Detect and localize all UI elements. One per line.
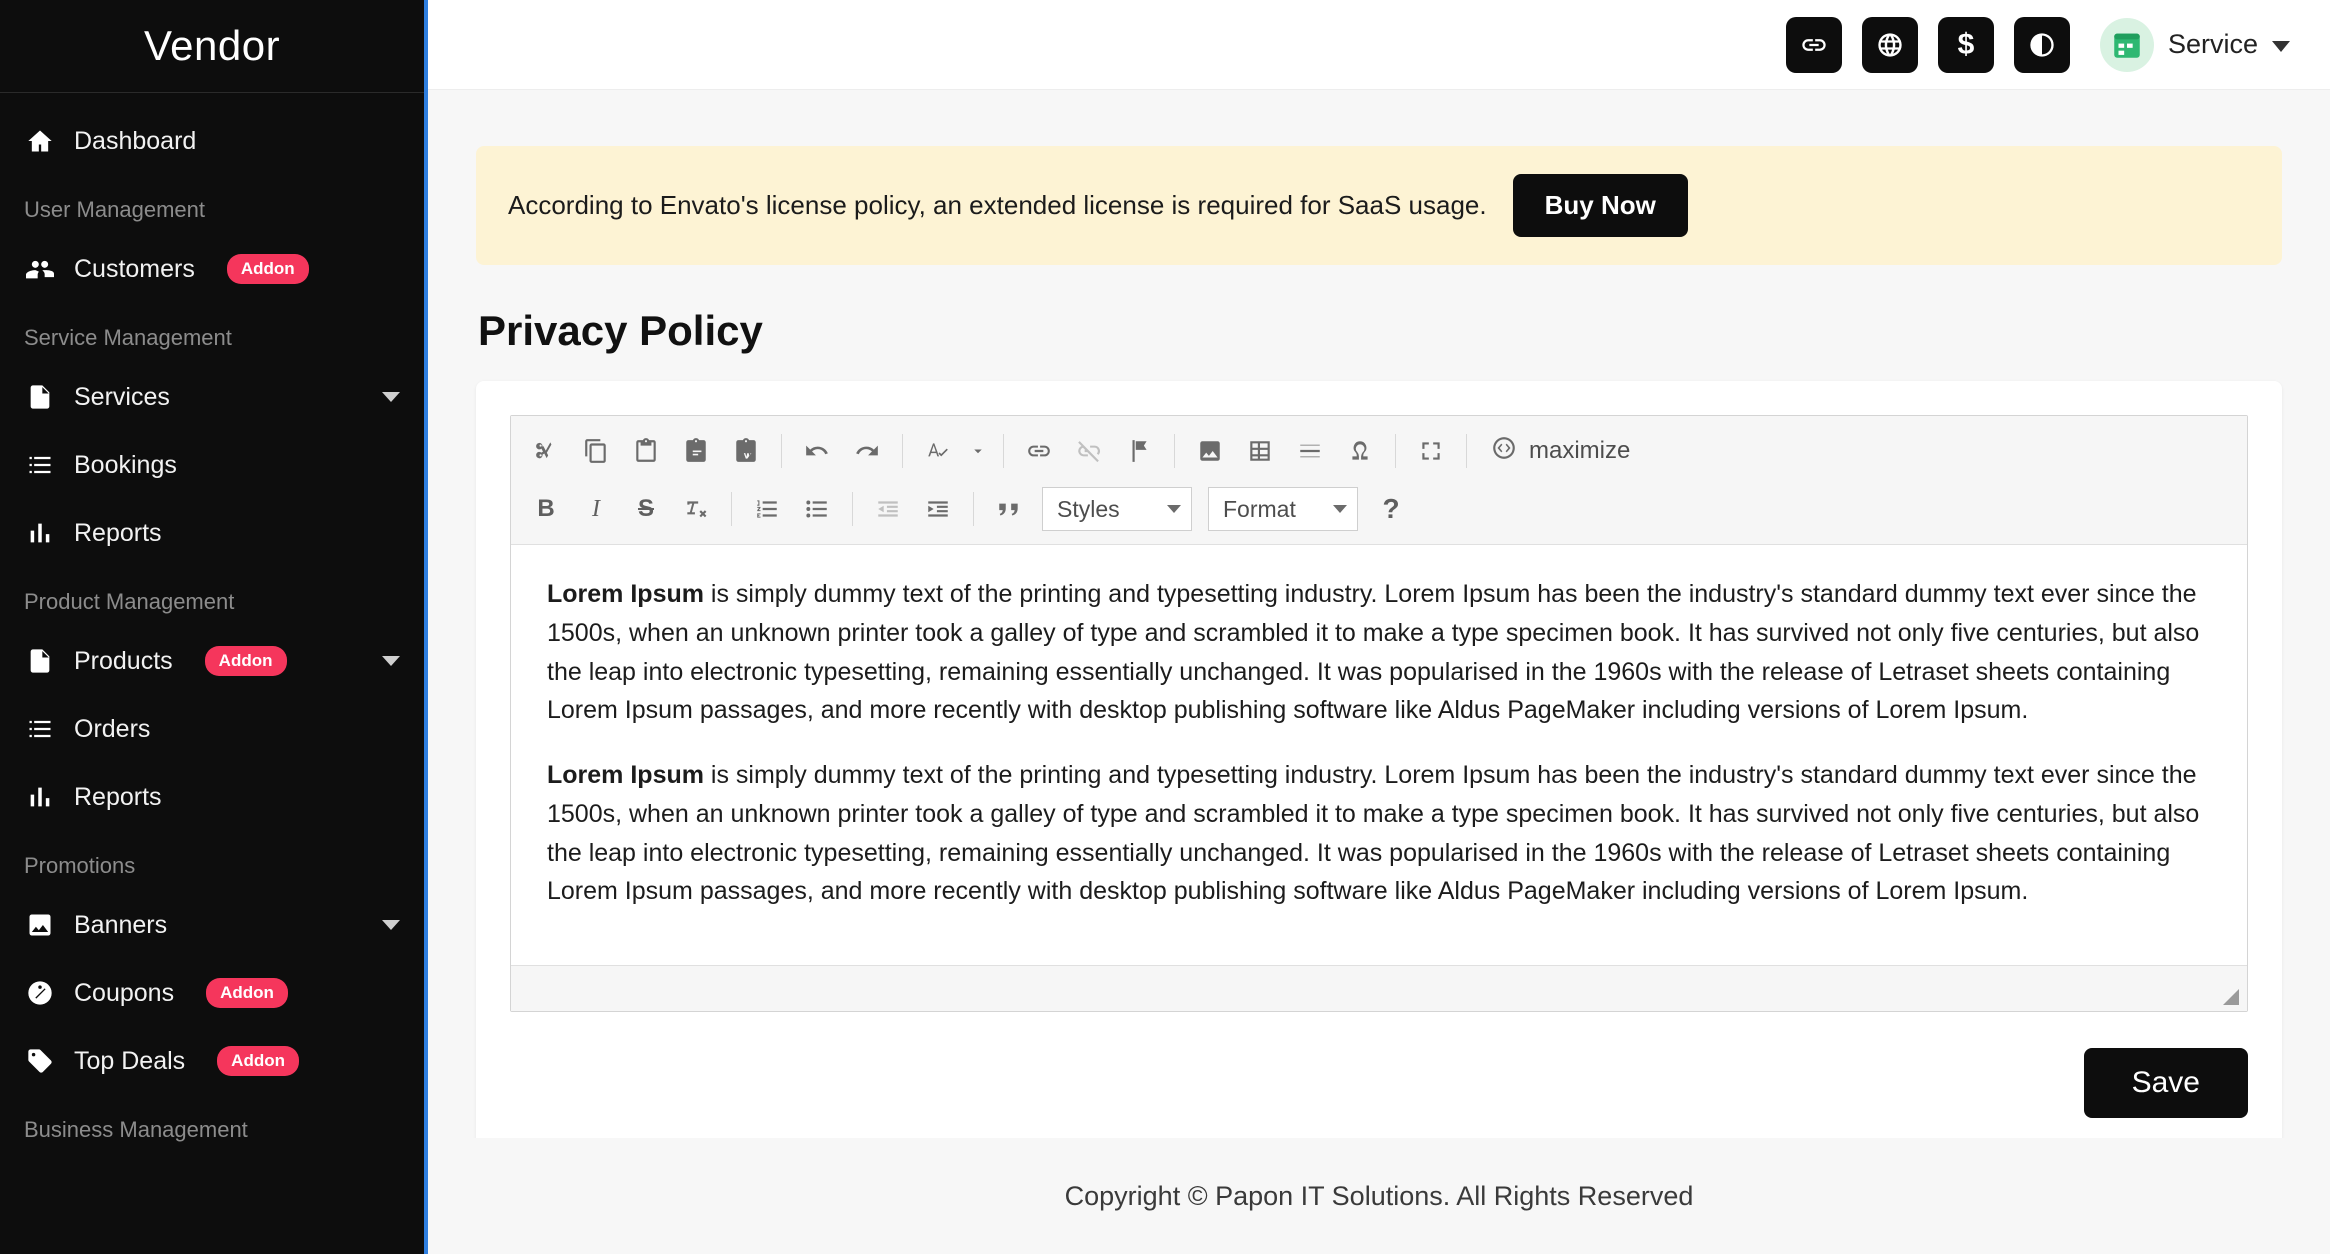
sidebar-item-coupons[interactable] [0, 959, 424, 1027]
sidebar-item-bookings[interactable] [0, 431, 424, 499]
chevron-down-icon [382, 392, 400, 402]
image-icon [24, 909, 56, 941]
sidebar-item-label: Services [74, 382, 170, 411]
dollar-glyph: $ [1957, 27, 1975, 61]
editor-toolbar-row-2 [519, 480, 2239, 538]
editor-statusbar [511, 965, 2247, 1011]
italic-button[interactable]: I [592, 495, 600, 522]
sidebar-item-service-reports[interactable] [0, 499, 424, 567]
editor-paragraph-lead: Lorem Ipsum [547, 580, 704, 608]
sidebar-nav [0, 93, 424, 1155]
list-icon [24, 449, 56, 481]
image-icon[interactable] [1187, 428, 1233, 474]
resize-handle[interactable] [2223, 989, 2239, 1005]
format-dropdown[interactable] [1208, 487, 1358, 531]
strikethrough-button[interactable]: S [637, 495, 654, 522]
styles-dropdown[interactable] [1042, 487, 1192, 531]
blockquote-button[interactable] [986, 486, 1032, 532]
sidebar-item-products[interactable] [0, 627, 424, 695]
page-title: Privacy Policy [478, 307, 763, 354]
unlink-icon [1066, 428, 1112, 474]
source-label: maximize [1529, 437, 1631, 464]
editor-toolbar [511, 416, 2247, 545]
sidebar-item-label: Banners [74, 910, 168, 939]
bold-button[interactable]: B [537, 495, 555, 522]
toolbar-separator [852, 492, 853, 526]
maximize-icon[interactable] [1408, 428, 1454, 474]
sidebar-item-label: Coupons [74, 978, 175, 1007]
list-icon [24, 713, 56, 745]
chart-icon [24, 517, 56, 549]
paste-text-icon[interactable] [673, 428, 719, 474]
sidebar-section-promotions: Promotions [24, 853, 136, 878]
globe-icon[interactable] [1862, 17, 1918, 73]
sidebar-section-user-management: User Management [24, 197, 205, 222]
sidebar-item-customers[interactable] [0, 235, 424, 303]
help-button[interactable]: ? [1382, 493, 1400, 524]
sidebar-item-orders[interactable] [0, 695, 424, 763]
source-button[interactable] [1479, 428, 1642, 474]
users-icon [24, 253, 56, 285]
chevron-down-icon [382, 920, 400, 930]
sidebar-item-label: Bookings [74, 450, 177, 479]
sidebar-item-label: Reports [74, 518, 162, 547]
undo-icon[interactable] [794, 428, 840, 474]
editor-paragraph-lead: Lorem Ipsum [547, 761, 704, 789]
toolbar-separator [731, 492, 732, 526]
sidebar-section-product-management: Product Management [24, 589, 235, 614]
paste-icon[interactable] [623, 428, 669, 474]
sidebar-section-service-management: Service Management [24, 325, 232, 350]
brand-title: Vendor [143, 22, 281, 69]
indent-button[interactable] [915, 486, 961, 532]
toolbar-separator [973, 492, 974, 526]
chevron-down-icon[interactable] [965, 428, 991, 474]
format-label: Format [1223, 495, 1296, 522]
editor-paragraph [547, 756, 2211, 911]
table-icon[interactable] [1237, 428, 1283, 474]
addon-badge: Addon [205, 646, 287, 676]
sidebar-item-label: Products [74, 646, 173, 675]
sidebar-item-top-deals[interactable] [0, 1027, 424, 1095]
link-icon[interactable] [1016, 428, 1062, 474]
rich-text-editor [510, 415, 2248, 1012]
editor-paragraph [547, 575, 2211, 730]
remove-format-button[interactable] [673, 486, 719, 532]
anchor-flag-icon[interactable] [1116, 428, 1162, 474]
brand [0, 0, 424, 93]
sidebar [0, 0, 428, 1254]
avatar [2100, 18, 2154, 72]
link-icon[interactable] [1786, 17, 1842, 73]
toolbar-separator [902, 434, 903, 468]
bulleted-list-button[interactable] [794, 486, 840, 532]
privacy-policy-card [476, 381, 2282, 1138]
sidebar-item-label: Reports [74, 782, 162, 811]
ticket-icon [24, 977, 56, 1009]
numbered-list-button[interactable] [744, 486, 790, 532]
buy-now-button[interactable]: Buy Now [1513, 174, 1688, 237]
sidebar-section-business-management: Business Management [24, 1117, 248, 1142]
user-name: Service [2167, 29, 2258, 59]
footer-text: Copyright © Papon IT Solutions. All Rights Reserved [1064, 1180, 1694, 1211]
license-alert-text: According to Envato's license policy, an extended license is required for SaaS usage. [508, 190, 1487, 220]
editor-paragraph-text: is simply dummy text of the printing and typesetting industry. Lorem Ipsum has been the industry's standard dummy text ever since the 1500s, when an unknown printer took a galley of type and scrambled it to make a type specimen book. It has survived not only five centuries, but also the leap into electronic typesetting, remaining essentially unchanged. It was popularised in the 1960s with the release of Letraset sheets containing Lorem Ipsum passages, and more recently with desktop publishing software like Aldus PageMaker including versions of Lorem Ipsum. [547, 580, 2200, 725]
outdent-button [865, 486, 911, 532]
chevron-down-icon [1167, 505, 1181, 513]
styles-label: Styles [1057, 495, 1120, 522]
sidebar-item-dashboard[interactable] [0, 107, 424, 175]
chevron-down-icon [382, 656, 400, 666]
addon-badge: Addon [227, 254, 309, 284]
tag-icon [24, 1045, 56, 1077]
chevron-down-icon [1333, 505, 1347, 513]
cut-icon[interactable] [523, 428, 569, 474]
editor-paragraph-text: is simply dummy text of the printing and typesetting industry. Lorem Ipsum has been the industry's standard dummy text ever since the 1500s, when an unknown printer took a galley of type and scrambled it to make a type specimen book. It has survived not only five centuries, but also the leap into electronic typesetting, remaining essentially unchanged. It was popularised in the 1960s with the release of Letraset sheets containing Lorem Ipsum passages, and more recently with desktop publishing software like Aldus PageMaker including versions of Lorem Ipsum. [547, 761, 2200, 906]
file-icon [24, 645, 56, 677]
sidebar-item-label: Orders [74, 714, 151, 743]
toolbar-separator [1395, 434, 1396, 468]
save-button[interactable]: Save [2084, 1048, 2248, 1118]
horizontal-rule-icon[interactable] [1287, 428, 1333, 474]
toolbar-separator [781, 434, 782, 468]
sidebar-item-banners[interactable] [0, 891, 424, 959]
toolbar-separator [1466, 434, 1467, 468]
license-alert [476, 146, 2282, 265]
main-area [428, 0, 2330, 1254]
sidebar-item-label: Customers [74, 254, 195, 283]
topbar [428, 0, 2330, 90]
contrast-icon[interactable] [2014, 17, 2070, 73]
user-menu[interactable] [2100, 18, 2290, 72]
form-actions [510, 1048, 2248, 1118]
addon-badge: Addon [206, 978, 288, 1008]
file-icon [24, 381, 56, 413]
home-icon [24, 125, 56, 157]
footer [428, 1138, 2330, 1254]
addon-badge: Addon [217, 1046, 299, 1076]
content-scroll [428, 90, 2330, 1138]
special-char-icon[interactable] [1337, 428, 1383, 474]
copy-icon[interactable] [573, 428, 619, 474]
source-icon [1491, 435, 1517, 468]
sidebar-item-services[interactable] [0, 363, 424, 431]
chart-icon [24, 781, 56, 813]
redo-icon[interactable] [844, 428, 890, 474]
sidebar-item-label: Dashboard [74, 126, 197, 155]
toolbar-separator [1174, 434, 1175, 468]
currency-icon[interactable] [1938, 17, 1994, 73]
editor-content[interactable] [511, 545, 2247, 965]
sidebar-item-label: Top Deals [74, 1046, 186, 1075]
chevron-down-icon [2272, 41, 2290, 52]
sidebar-item-product-reports[interactable] [0, 763, 424, 831]
paste-word-icon[interactable] [723, 428, 769, 474]
spellcheck-icon[interactable] [915, 428, 961, 474]
toolbar-separator [1003, 434, 1004, 468]
editor-toolbar-row-1 [519, 422, 2239, 480]
